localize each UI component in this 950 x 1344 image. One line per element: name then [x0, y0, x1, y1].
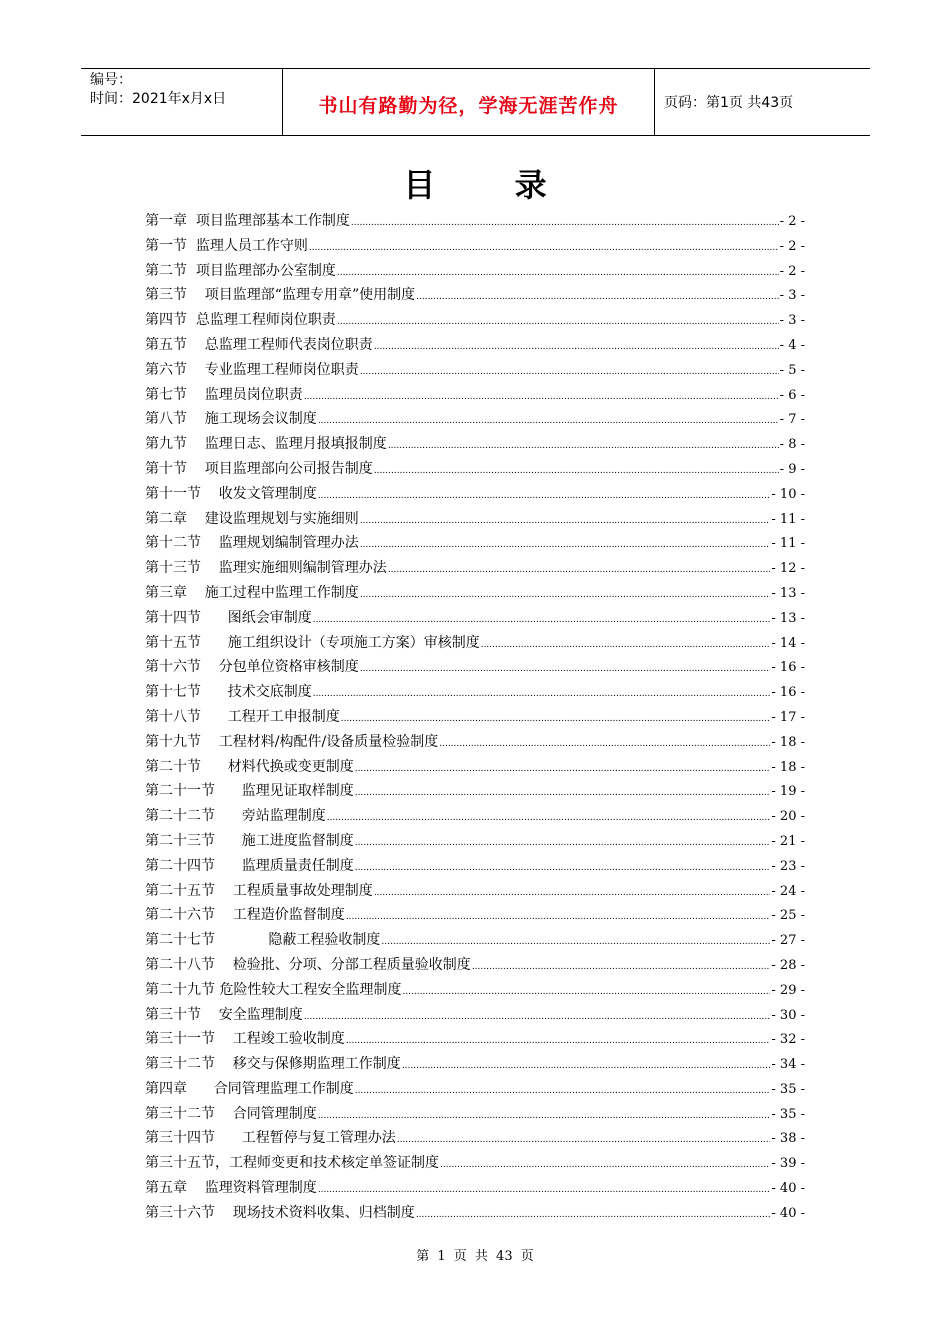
toc-entry[interactable] [145, 507, 805, 532]
code-label: 编号： [90, 72, 132, 88]
toc-leader-dots [313, 682, 771, 707]
toc-entry-page: - 39 - [771, 1156, 805, 1172]
toc-entry-label: 第十九节 工程材料/构配件/设备质量检验制度 [145, 733, 439, 750]
motto-text: 书山有路勤为径，学海无涯苦作舟 [318, 94, 619, 117]
toc-entry[interactable] [145, 655, 805, 680]
toc-entry-label: 第六节 专业监理工程师岗位职责 [145, 361, 359, 378]
toc-entry-page: - 7 - [779, 412, 805, 428]
toc-entry-page: - 23 - [771, 858, 805, 874]
toc-entry[interactable] [145, 283, 805, 308]
toc-entry[interactable] [145, 1176, 805, 1201]
toc-entry-label: 第二十四节 监理质量责任制度 [145, 857, 354, 874]
toc-entry-page: - 30 - [771, 1007, 805, 1023]
toc-entry[interactable] [145, 606, 805, 631]
toc-entry[interactable] [145, 804, 805, 829]
toc-leader-dots [388, 434, 779, 459]
toc-entry[interactable] [145, 407, 805, 432]
toc-entry[interactable] [145, 1151, 805, 1176]
toc-entry-label: 第十四节 图纸会审制度 [145, 609, 312, 626]
toc-entry-page: - 29 - [771, 982, 805, 998]
toc-entry-label: 第二十八节 检验批、分项、分部工程质量验收制度 [145, 956, 471, 973]
toc-entry-page: - 27 - [771, 933, 805, 949]
toc-entry[interactable] [145, 209, 805, 234]
toc-leader-dots [416, 285, 779, 310]
toc-leader-dots [355, 831, 771, 856]
toc-leader-dots [318, 484, 771, 509]
toc-entry-page: - 34 - [771, 1057, 805, 1073]
toc-entry-label: 第三十一节 工程竣工验收制度 [145, 1031, 345, 1048]
toc-entry[interactable] [145, 680, 805, 705]
toc-leader-dots [351, 211, 779, 236]
toc-entry-label: 第十八节 工程开工申报制度 [145, 708, 340, 725]
toc-entry-page: - 24 - [771, 883, 805, 899]
toc-leader-dots [402, 1054, 771, 1079]
toc-entry[interactable] [145, 1052, 805, 1077]
toc-entry-label: 第二十节 材料代换或变更制度 [145, 758, 354, 775]
header-motto-cell [283, 69, 655, 135]
toc-entry[interactable] [145, 556, 805, 581]
toc-entry-label: 第二十九节 危险性较大工程安全监理制度 [145, 981, 402, 998]
toc-entry-page: - 13 - [771, 585, 805, 601]
toc-entry[interactable] [145, 779, 805, 804]
toc-leader-dots [304, 385, 779, 410]
toc-entry-label: 第三节 项目监理部“监理专用章”使用制度 [145, 287, 416, 304]
toc-leader-dots [360, 657, 771, 682]
toc-entry-label: 第三十六节 现场技术资料收集、归档制度 [145, 1204, 415, 1221]
toc-entry-label: 第二十七节 隐蔽工程验收制度 [145, 932, 381, 949]
toc-leader-dots [374, 459, 779, 484]
toc-leader-dots [355, 781, 771, 806]
toc-entry-label: 第十节 项目监理部向公司报告制度 [145, 460, 373, 477]
toc-leader-dots [355, 1079, 771, 1104]
toc-entry-page: - 21 - [771, 833, 805, 849]
toc-entry-label: 第二十二节 旁站监理制度 [145, 808, 326, 825]
toc-entry-label: 第十六节 分包单位资格审核制度 [145, 659, 359, 676]
toc-entry-page: - 35 - [771, 1081, 805, 1097]
page-footer: 第 1 页 共 43 页 [416, 1249, 534, 1264]
toc-entry-label: 第二章 建设监理规划与实施细则 [145, 510, 359, 527]
toc-entry-page: - 40 - [771, 1205, 805, 1221]
toc-entry-label: 第九节 监理日志、监理月报填报制度 [145, 436, 387, 453]
toc-leader-dots [481, 633, 771, 658]
toc-entry-page: - 11 - [771, 511, 805, 527]
toc-entry-page: - 3 - [779, 313, 805, 329]
toc-leader-dots [360, 509, 771, 534]
toc-entry-label: 第三十四节 工程暂停与复工管理办法 [145, 1130, 396, 1147]
header-page-cell [655, 69, 870, 135]
toc-leader-dots [318, 409, 779, 434]
toc-entry-label: 第一节 监理人员工作守则 [145, 237, 308, 254]
toc-entry[interactable] [145, 457, 805, 482]
toc-entry-label: 第十五节 施工组织设计（专项施工方案）审核制度 [145, 634, 480, 651]
toc-leader-dots [397, 1128, 771, 1153]
toc-entry-label: 第十一节 收发文管理制度 [145, 485, 317, 502]
toc-entry-label: 第一章 项目监理部基本工作制度 [145, 213, 350, 229]
toc-entry-label: 第二节 项目监理部办公室制度 [145, 262, 336, 279]
toc-leader-dots [374, 881, 771, 906]
toc-leader-dots [318, 1104, 771, 1129]
toc-entry[interactable] [145, 1201, 805, 1226]
toc-entry-page: - 35 - [771, 1106, 805, 1122]
toc-entry-page: - 2 - [779, 263, 805, 279]
toc-entry[interactable] [145, 631, 805, 656]
toc-leader-dots [374, 335, 779, 360]
toc-entry-page: - 38 - [771, 1131, 805, 1147]
toc-entry[interactable] [145, 531, 805, 556]
toc-entry[interactable] [145, 755, 805, 780]
toc-leader-dots [318, 1178, 771, 1203]
toc-entry-page: - 40 - [771, 1181, 805, 1197]
toc-entry[interactable] [145, 234, 805, 259]
toc-entry-label: 第十三节 监理实施细则编制管理办法 [145, 560, 387, 577]
toc-entry[interactable] [145, 854, 805, 879]
toc-entry[interactable] [145, 1003, 805, 1028]
toc-entry-page: - 3 - [779, 288, 805, 304]
toc-leader-dots [337, 261, 779, 286]
toc-entry-page: - 12 - [771, 561, 805, 577]
toc-entry-page: - 16 - [771, 660, 805, 676]
toc-entry[interactable] [145, 259, 805, 284]
toc-entry-page: - 32 - [771, 1032, 805, 1048]
toc-entry-label: 第十七节 技术交底制度 [145, 684, 312, 701]
toc-leader-dots [388, 558, 771, 583]
toc-leader-dots [346, 905, 771, 930]
toc-entry[interactable] [145, 383, 805, 408]
toc-entry[interactable] [145, 978, 805, 1003]
toc-entry[interactable] [145, 953, 805, 978]
toc-entry-page: - 8 - [779, 437, 805, 453]
toc-entry-page: - 9 - [779, 461, 805, 477]
toc-entry[interactable] [145, 928, 805, 953]
toc-leader-dots [439, 732, 770, 757]
toc-leader-dots [360, 583, 771, 608]
toc-entry[interactable] [145, 1126, 805, 1151]
toc-leader-dots [346, 1029, 771, 1054]
toc-leader-dots [355, 856, 771, 881]
toc-entry-label: 第二十一节 监理见证取样制度 [145, 783, 354, 800]
toc-entry-page: - 20 - [771, 809, 805, 825]
toc-leader-dots [355, 757, 771, 782]
toc-entry[interactable] [145, 358, 805, 383]
toc-entry-page: - 6 - [779, 387, 805, 403]
toc-leader-dots [327, 806, 771, 831]
toc-entry-page: - 28 - [771, 957, 805, 973]
toc-entry-page: - 19 - [771, 784, 805, 800]
toc-leader-dots [341, 707, 771, 732]
toc-entry-label: 第二十五节 工程质量事故处理制度 [145, 882, 373, 899]
toc-entry-page: - 17 - [771, 709, 805, 725]
toc-entry[interactable] [145, 581, 805, 606]
toc-entry-page: - 18 - [771, 759, 805, 775]
toc-entry-label: 第三章 施工过程中监理工作制度 [145, 584, 359, 601]
toc-entry-label: 第四节 总监理工程师岗位职责 [145, 312, 336, 329]
toc-entry[interactable] [145, 829, 805, 854]
header-left-cell [81, 69, 283, 135]
toc-entry-label: 第三十节 安全监理制度 [145, 1006, 303, 1023]
toc-leader-dots [381, 930, 770, 955]
toc-entry[interactable] [145, 1102, 805, 1127]
toc-leader-dots [309, 236, 779, 261]
toc-entry-page: - 13 - [771, 610, 805, 626]
toc-leader-dots [472, 955, 771, 980]
toc-leader-dots [337, 310, 779, 335]
header-table [81, 68, 870, 136]
toc-entry-label: 第四章 合同管理监理工作制度 [145, 1080, 354, 1097]
toc-title: 目 录 [403, 166, 581, 204]
toc-entry-page: - 16 - [771, 685, 805, 701]
toc-leader-dots [360, 360, 779, 385]
page-info: 页码：第1页 共43页 [664, 95, 794, 111]
toc-entry-page: - 14 - [771, 635, 805, 651]
toc-entry[interactable] [145, 482, 805, 507]
toc-entry[interactable] [145, 879, 805, 904]
toc-entry-page: - 5 - [779, 362, 805, 378]
toc-entry[interactable] [145, 308, 805, 333]
toc-entry-label: 第八节 施工现场会议制度 [145, 411, 317, 428]
toc-entry-label: 第三十二节 合同管理制度 [145, 1105, 317, 1122]
toc-entry[interactable] [145, 432, 805, 457]
toc-entry-label: 第十二节 监理规划编制管理办法 [145, 535, 359, 552]
toc-entry-label: 第五节 总监理工程师代表岗位职责 [145, 336, 373, 353]
toc-entry-label: 第二十三节 施工进度监督制度 [145, 832, 354, 849]
toc-entry-page: - 18 - [771, 734, 805, 750]
toc-leader-dots [313, 608, 771, 633]
toc-entry-page: - 2 - [779, 214, 805, 229]
toc-entry[interactable] [145, 903, 805, 928]
toc-entry-label: 第三十五节，工程师变更和技术核定单签证制度 [145, 1155, 439, 1172]
toc-entry-label: 第三十二节 移交与保修期监理工作制度 [145, 1056, 401, 1073]
toc-leader-dots [304, 1005, 771, 1030]
toc-entry-page: - 4 - [779, 337, 805, 353]
toc-entry-page: - 2 - [779, 238, 805, 254]
toc-entry[interactable] [145, 705, 805, 730]
toc-entry-label: 第五章 监理资料管理制度 [145, 1180, 317, 1197]
toc-entry[interactable] [145, 1027, 805, 1052]
toc-entry-label: 第七节 监理员岗位职责 [145, 386, 303, 403]
toc-leader-dots [360, 533, 771, 558]
toc-leader-dots [440, 1153, 770, 1178]
toc-entry-page: - 25 - [771, 908, 805, 924]
toc-entry[interactable] [145, 333, 805, 358]
table-of-contents [145, 209, 805, 1226]
toc-leader-dots [402, 980, 770, 1005]
toc-entry-label: 第二十六节 工程造价监督制度 [145, 907, 345, 924]
toc-entry[interactable] [145, 730, 805, 755]
toc-entry-page: - 11 - [771, 536, 805, 552]
toc-entry-page: - 10 - [771, 486, 805, 502]
toc-entry[interactable] [145, 1077, 805, 1102]
time-label: 时间：2021年x月x日 [90, 91, 227, 107]
toc-leader-dots [416, 1203, 771, 1228]
